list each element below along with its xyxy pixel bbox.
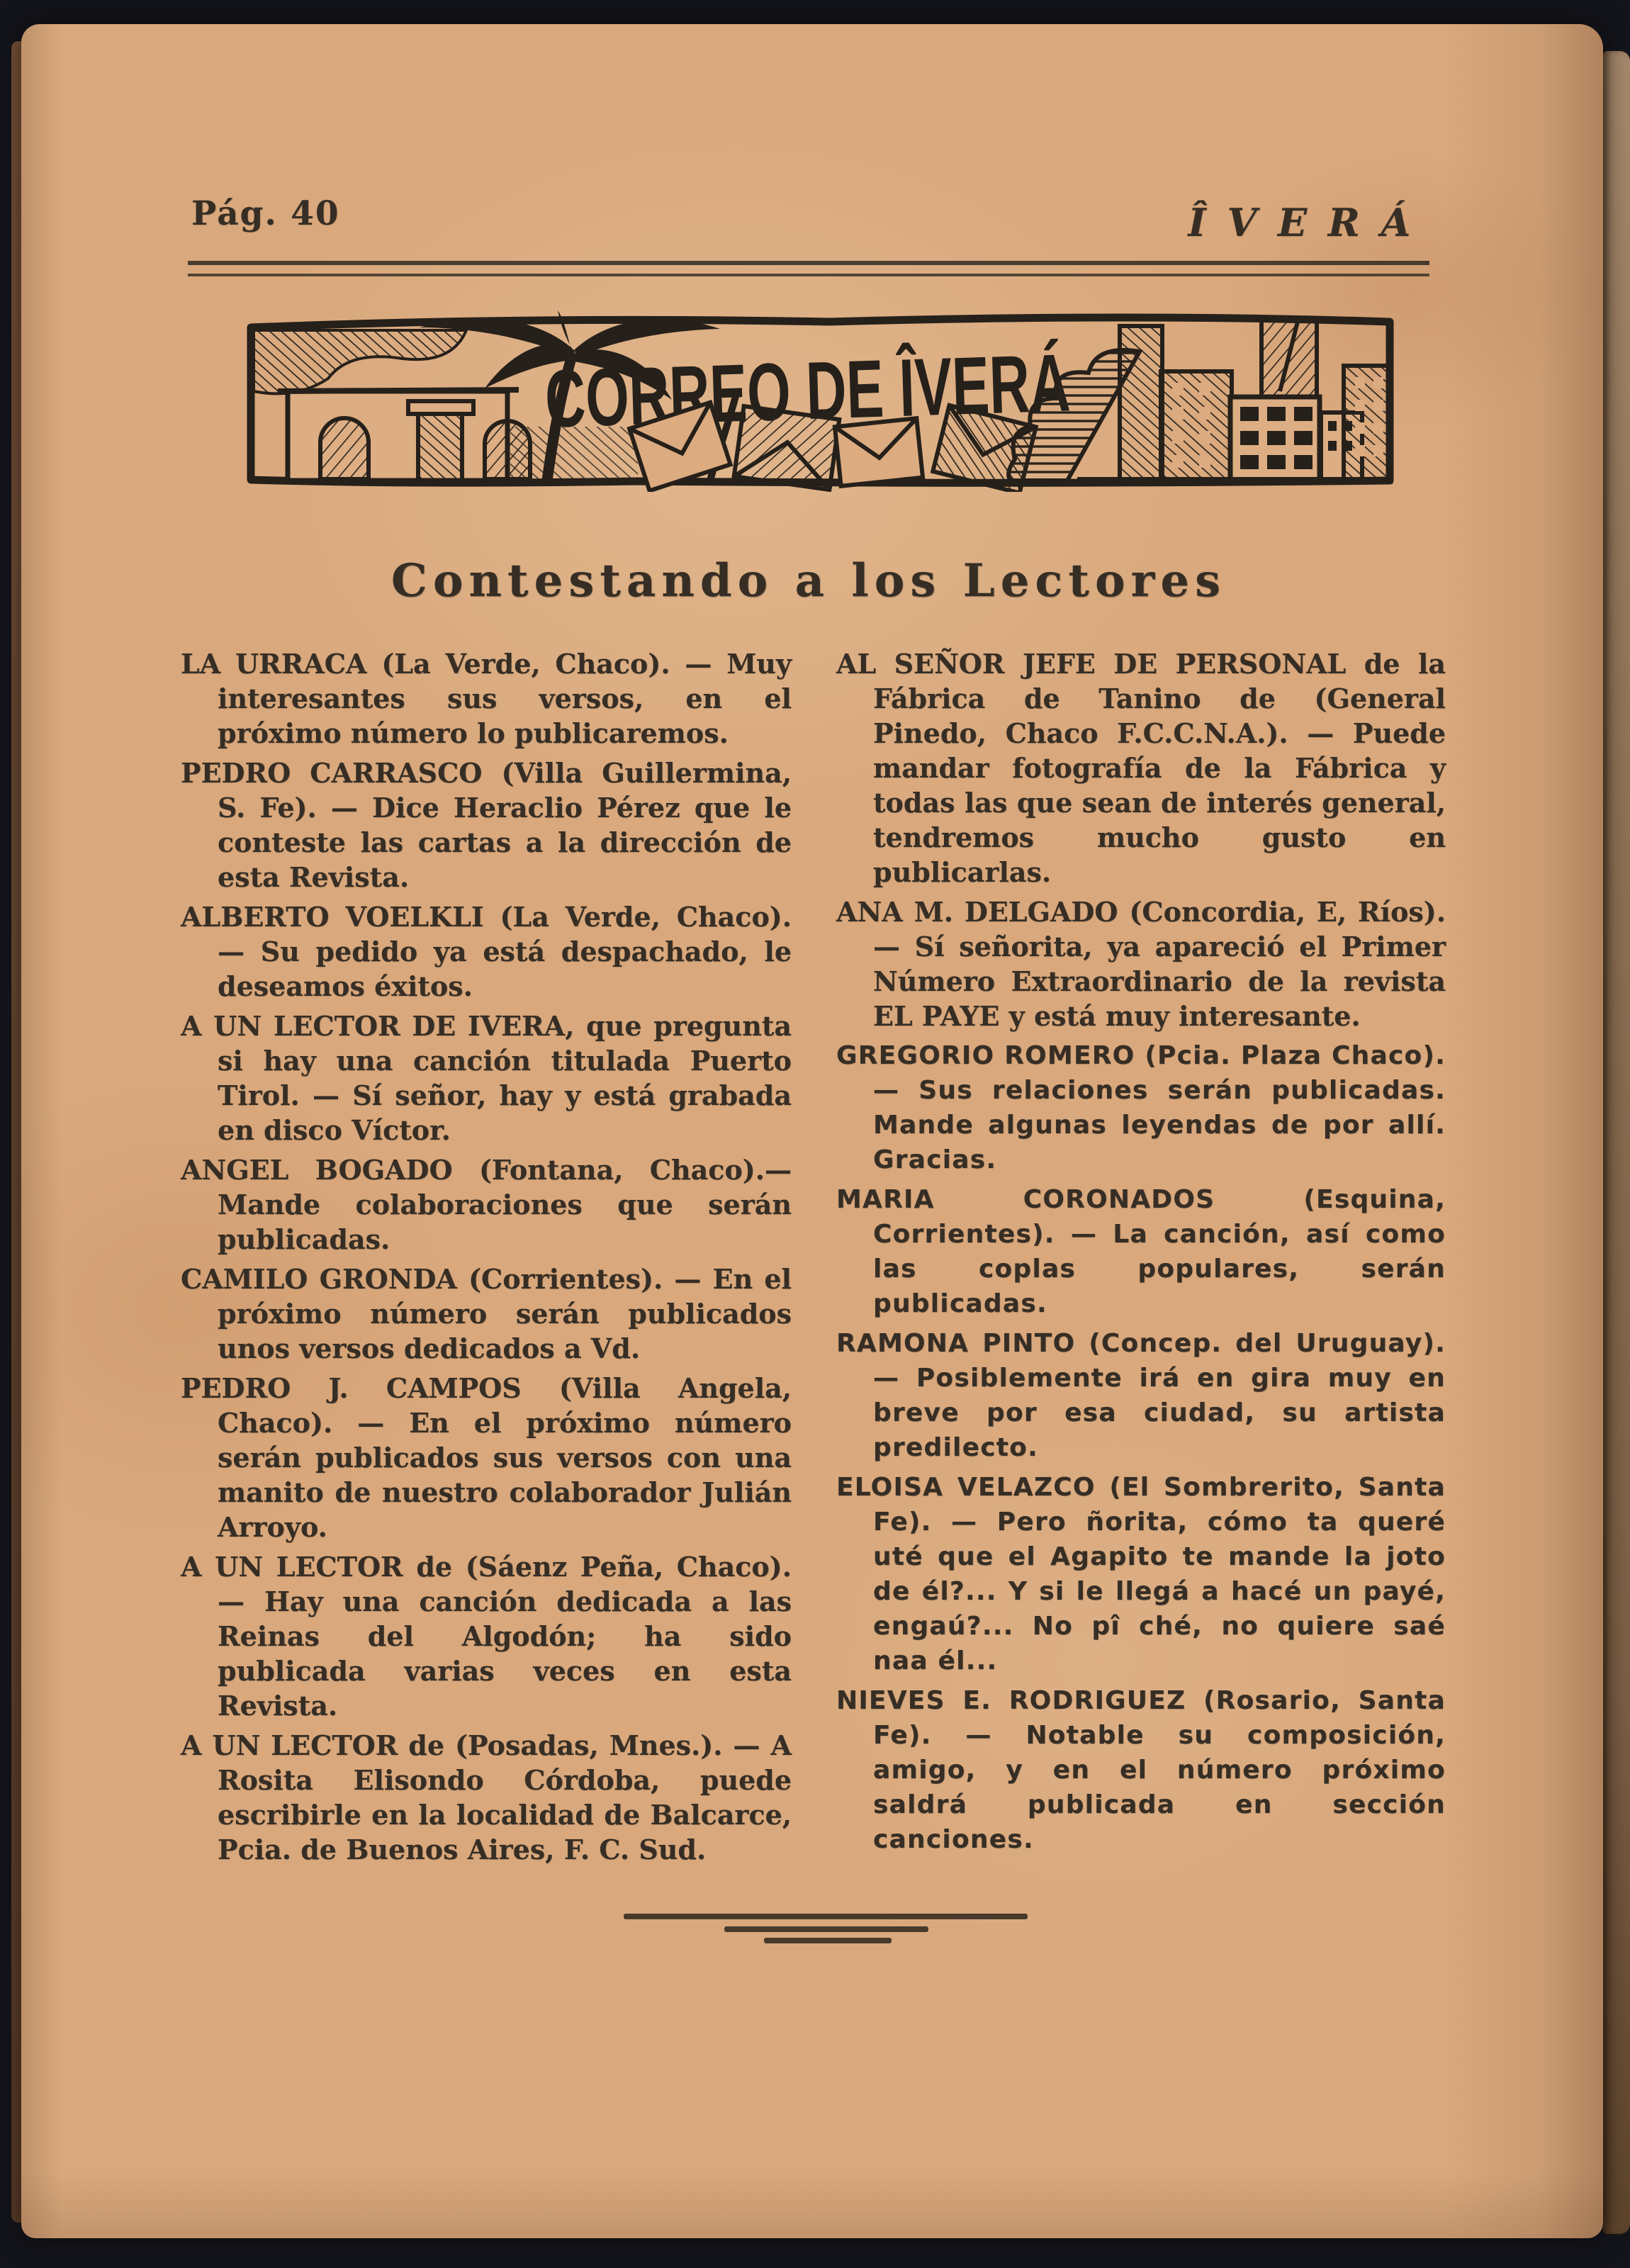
divider-line-long bbox=[624, 1914, 1028, 1919]
reader-reply: A UN LECTOR de (Sáenz Peña, Chaco). — Hay una canción dedicada a las Reinas del Algodón; ha sido publicada varias veces en esta Revista. bbox=[181, 1551, 792, 1722]
reader-reply: RAMONA PINTO (Concep. del Uruguay). — Posiblemente irá en gira muy en breve por esa ciudad, su artista predilecto. bbox=[836, 1329, 1446, 1462]
reader-reply: LA URRACA (La Verde, Chaco). — Muy interesantes sus versos, en el próximo número lo publicaremos. bbox=[181, 648, 792, 749]
reader-reply: ALBERTO VOELKLI (La Verde, Chaco). — Su pedido ya está despachado, le deseamos éxitos. bbox=[181, 901, 792, 1002]
page-number-label: Pág. 40 bbox=[191, 194, 340, 233]
left-column bbox=[181, 646, 792, 1872]
reader-reply: ANA M. DELGADO (Concordia, E, Ríos). — Sí señorita, ya apareció el Primer Número Extraordinario de la revista EL PAYE y está muy interesante. bbox=[836, 896, 1446, 1032]
header-rule-bottom bbox=[188, 274, 1429, 276]
reader-reply: MARIA CORONADOS (Esquina, Corrientes). — La canción, así como las coplas populares, serán publicadas. bbox=[836, 1185, 1446, 1318]
header-rule-top bbox=[188, 261, 1429, 265]
magazine-masthead: ÎVERÁ bbox=[1188, 200, 1432, 245]
banner-illustration bbox=[241, 306, 1400, 492]
section-title: Contestando a los Lectores bbox=[390, 554, 1227, 607]
book-right-page-edge bbox=[1603, 51, 1630, 2234]
right-column bbox=[836, 646, 1446, 1862]
reader-reply: AL SEÑOR JEFE DE PERSONAL de la Fábrica de Tanino de (General Pinedo, Chaco F.C.C.N.A.). — Puede mandar fotografía de la Fábrica y todas las que sean de interés general, tendremos mucho gusto en publicarlas. bbox=[836, 648, 1446, 888]
reader-reply: ELOISA VELAZCO (El Sombrerito, Santa Fe). — Pero ñorita, cómo ta queré uté que el Agapito te mande la joto de él?... Y si le llegá a hacé un payé, engaú?... No pî ché, no quiere saé naa él... bbox=[836, 1473, 1446, 1675]
divider-line-medium bbox=[724, 1926, 928, 1932]
reader-reply: CAMILO GRONDA (Corrientes). — En el próximo número serán publicados unos versos dedicados a Vd. bbox=[181, 1263, 792, 1364]
reader-reply: GREGORIO ROMERO (Pcia. Plaza Chaco). — Sus relaciones serán publicadas. Mande algunas leyendas de por allí. Gracias. bbox=[836, 1041, 1446, 1174]
reader-reply: ANGEL BOGADO (Fontana, Chaco).— Mande colaboraciones que serán publicadas. bbox=[181, 1154, 792, 1255]
divider-line-short bbox=[764, 1938, 892, 1943]
banner-title: CORREO DE ÎVERÁ bbox=[544, 335, 1154, 446]
reader-reply: NIEVES E. RODRIGUEZ (Rosario, Santa Fe). — Notable su composición, amigo, y en el número próximo saldrá publicada en sección canciones. bbox=[836, 1686, 1446, 1854]
reader-reply: A UN LECTOR de (Posadas, Mnes.). — A Rosita Elisondo Córdoba, puede escribirle en la localidad de Balcarce, Pcia. de Buenos Aires, F. C. Sud. bbox=[181, 1729, 792, 1865]
scanned-magazine-page bbox=[21, 24, 1603, 2238]
reader-reply: PEDRO CARRASCO (Villa Guillermina, S. Fe). — Dice Heraclio Pérez que le conteste las cartas a la dirección de esta Revista. bbox=[181, 757, 792, 893]
reader-reply: A UN LECTOR DE IVERA, que pregunta si hay una canción titulada Puerto Tirol. — Sí señor, hay y está grabada en disco Víctor. bbox=[181, 1010, 792, 1146]
reader-reply: PEDRO J. CAMPOS (Villa Angela, Chaco). — En el próximo número serán publicados sus versos con una manito de nuestro colaborador Julián Arroyo. bbox=[181, 1372, 792, 1543]
